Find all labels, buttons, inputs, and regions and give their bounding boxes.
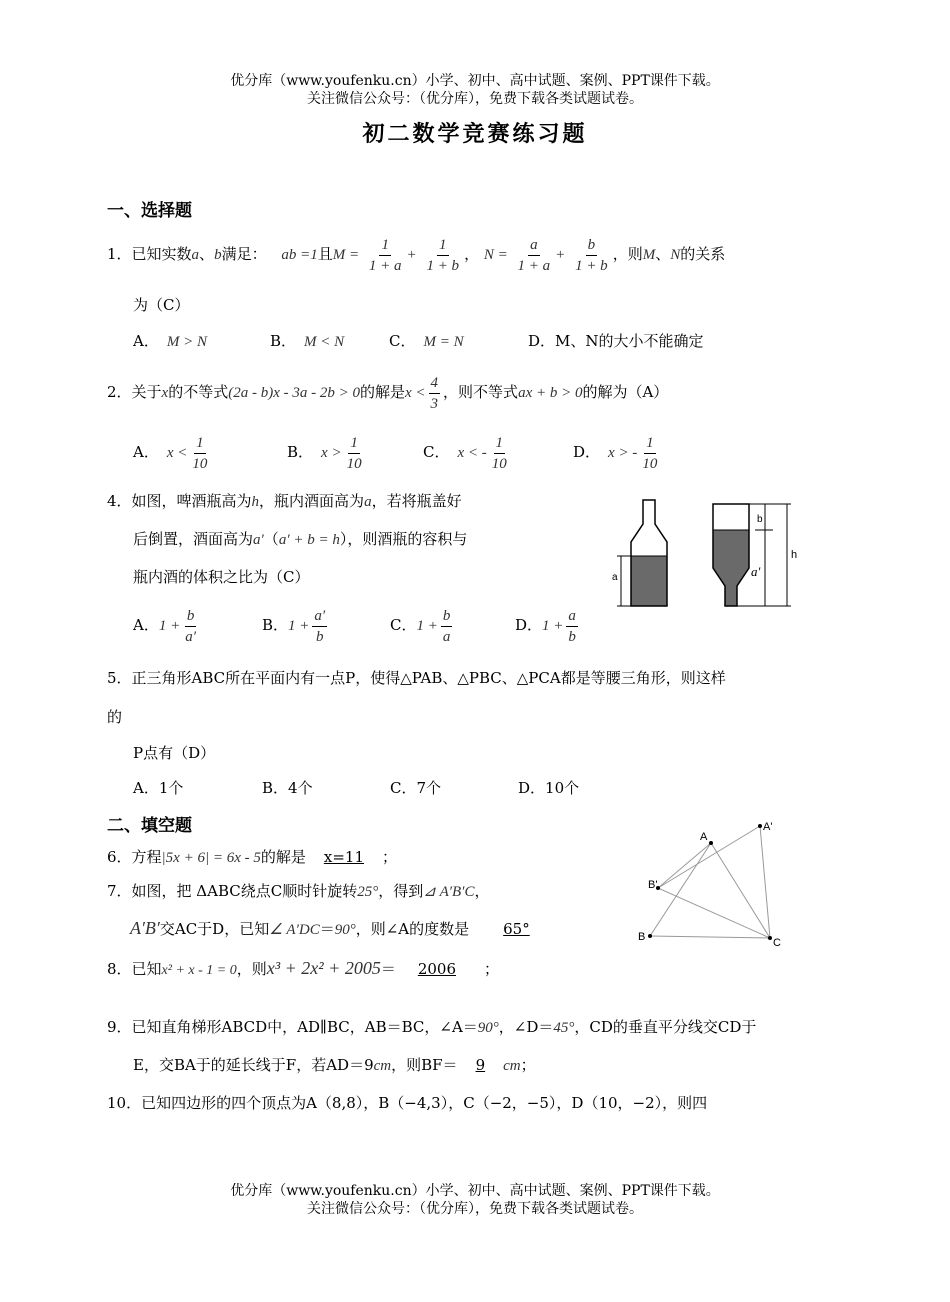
q2-option-c-frac bbox=[490, 433, 509, 474]
q9-angle-90: 90° bbox=[477, 1020, 499, 1036]
q1-var-N: N bbox=[670, 247, 681, 263]
q1-frac-3-den: 1 + a bbox=[517, 257, 551, 274]
q1-var-b: b bbox=[214, 247, 222, 263]
q2-option-a bbox=[133, 430, 212, 475]
q7-text-2: ，得到 bbox=[378, 882, 424, 900]
q4-option-b-frac bbox=[312, 606, 327, 647]
q1-frac-1-num: 1 bbox=[379, 235, 391, 256]
fig-label-B: B bbox=[638, 931, 646, 943]
q1-frac-4-num: b bbox=[586, 235, 598, 256]
q4-text-5: ），则酒瓶的容积与 bbox=[339, 530, 468, 548]
q8-answer: 2006 bbox=[417, 960, 457, 978]
q4-paren: （ bbox=[263, 530, 279, 548]
q2-frac bbox=[429, 373, 441, 414]
fig-point-A bbox=[709, 841, 713, 845]
question-8 bbox=[107, 958, 499, 979]
q9-text-4: E，交BA于的延长线于F，若AD＝9 bbox=[133, 1056, 374, 1074]
q2-option-d-expr: x > - bbox=[608, 445, 638, 461]
q4-relation: a′ + b = h bbox=[278, 532, 340, 548]
q4-option-d-den: b bbox=[568, 628, 576, 645]
q2-var-x: x bbox=[161, 385, 169, 401]
q1-frac-2 bbox=[424, 235, 461, 276]
question-10-line-1: 10．已知四边形的四个顶点为A（8,8），B（−4,3），C（−2，−5），D（10，−2），则四 bbox=[107, 1094, 708, 1112]
q9-answer: 9 bbox=[475, 1056, 486, 1074]
q1-answer-line: 为（C） bbox=[133, 296, 190, 314]
q5-option-a: A．1个 bbox=[133, 779, 184, 797]
q4-option-d-expr: 1 + bbox=[542, 618, 564, 634]
q6-end: ； bbox=[382, 848, 398, 866]
q4-option-c-label: C． bbox=[390, 616, 417, 634]
q1-frac-4 bbox=[573, 235, 610, 276]
q1-plus-1: + bbox=[406, 247, 417, 263]
q1-then: ，则 bbox=[612, 245, 643, 263]
q4-var-h: h bbox=[251, 494, 260, 510]
q8-equals: ＝ bbox=[380, 960, 396, 978]
q8-expression: x³ + 2x² + 2005 bbox=[266, 958, 381, 978]
q4-var-a: a bbox=[364, 494, 372, 510]
q1-comma: ， bbox=[464, 245, 480, 263]
q4-option-d-label: D． bbox=[515, 616, 543, 634]
q9-text-2: ，∠D＝ bbox=[498, 1018, 554, 1036]
q2-text-4: ，则不等式 bbox=[443, 383, 519, 401]
bottle-2-liquid-neck bbox=[713, 568, 749, 606]
fig-label-C: C bbox=[773, 937, 781, 949]
q2-option-b-label: B． bbox=[287, 443, 314, 461]
q8-condition: x² + x - 1 = 0 bbox=[161, 963, 237, 978]
fig-line-A-C bbox=[711, 843, 770, 938]
q1-option-c bbox=[389, 330, 464, 351]
q2-option-b-frac bbox=[345, 433, 364, 474]
question-4-line-3: 瓶内酒的体积之比为（C） bbox=[133, 568, 310, 586]
bottle-2-label-a-prime: a′ bbox=[751, 564, 761, 579]
q6-text-2: 的解是 bbox=[260, 848, 306, 866]
q1-M-eq: M = bbox=[332, 247, 360, 263]
q8-text: 8．已知 bbox=[107, 960, 162, 978]
q2-option-b-num: 1 bbox=[348, 433, 360, 454]
bottle-2-liquid-body bbox=[713, 530, 749, 568]
q4-option-b bbox=[262, 603, 330, 648]
q2-option-a-label: A． bbox=[133, 443, 159, 461]
q2-option-a-den: 10 bbox=[192, 455, 208, 472]
q1-sep-2: 、 bbox=[655, 245, 671, 263]
q4-option-a-frac bbox=[183, 606, 198, 647]
q4-text-3: ，若将瓶盖好 bbox=[371, 492, 462, 510]
q2-text-2: 的不等式 bbox=[168, 383, 229, 401]
q4-text-2: ，瓶内酒面高为 bbox=[259, 492, 365, 510]
question-2 bbox=[107, 370, 668, 415]
q1-frac-1-den: 1 + a bbox=[368, 257, 402, 274]
q7-angle-90: 90° bbox=[334, 922, 356, 938]
fig-line-A-Bp bbox=[658, 843, 711, 888]
header-line-2: 关注微信公众号：（优分库），免费下载各类试题试卷。 bbox=[307, 91, 643, 107]
q1-text: 1．已知实数 bbox=[107, 245, 192, 263]
q1-plus-2: + bbox=[555, 247, 566, 263]
question-7-line-1 bbox=[107, 880, 489, 901]
q2-option-d bbox=[573, 430, 662, 475]
q9-text-3: ，CD的垂直平分线交CD于 bbox=[574, 1018, 757, 1036]
q1-option-a-label: A． bbox=[133, 332, 159, 350]
q2-inequality-2: ax + b > 0 bbox=[518, 385, 583, 401]
q1-and: 且 bbox=[317, 245, 333, 263]
q9-unit: cm bbox=[373, 1058, 392, 1074]
q7-text: 7．如图，把 ΔABC绕点C顺时针旋转 bbox=[107, 882, 358, 900]
q7-answer: 65° bbox=[503, 920, 530, 938]
fig-label-A: A bbox=[700, 831, 708, 843]
q1-option-b-label: B． bbox=[270, 332, 297, 350]
q7-angle-25: 25° bbox=[357, 884, 379, 900]
fig-label-A-prime: A' bbox=[763, 821, 773, 833]
q4-option-c-expr: 1 + bbox=[416, 618, 438, 634]
q5-option-c: C．7个 bbox=[390, 779, 442, 797]
section-fill-heading: 二、填空题 bbox=[107, 816, 192, 836]
q4-option-a-num: b bbox=[185, 606, 197, 627]
q6-equation: |5x + 6| = 6x - 5 bbox=[161, 850, 261, 866]
footer-line-1: 优分库（www.youfenku.cn）小学、初中、高中试题、案例、PPT课件下载。 bbox=[230, 1183, 720, 1199]
q8-end: ； bbox=[484, 960, 500, 978]
q2-option-a-frac bbox=[190, 433, 209, 474]
q1-condition: ab =1 bbox=[281, 247, 318, 263]
q1-var-a: a bbox=[191, 247, 200, 263]
q2-option-b-den: 10 bbox=[346, 455, 362, 472]
q7-equals: ＝ bbox=[319, 920, 335, 938]
q2-inequality: (2a - b)x - 3a - 2b > 0 bbox=[228, 385, 360, 401]
q2-option-b bbox=[287, 430, 367, 475]
q9-text: 9．已知直角梯形ABCD中，AD∥BC，AB＝BC，∠A＝ bbox=[107, 1018, 478, 1036]
q1-frac-2-num: 1 bbox=[437, 235, 449, 256]
q1-option-d: D．M、N的大小不能确定 bbox=[528, 332, 704, 350]
q2-text: 2．关于 bbox=[107, 383, 162, 401]
question-5-line-1: 5．正三角形ABC所在平面内有一点P，使得△PAB、△PBC、△PCA都是等腰三角形，则这样 bbox=[107, 669, 726, 687]
q1-option-a bbox=[133, 330, 207, 351]
header-line-1: 优分库（www.youfenku.cn）小学、初中、高中试题、案例、PPT课件下载。 bbox=[230, 73, 720, 89]
q4-option-b-num: a′ bbox=[312, 606, 327, 627]
question-6 bbox=[107, 846, 397, 867]
q1-relation: 的关系 bbox=[680, 245, 726, 263]
q7-text-3: 交AC于D，已知 bbox=[159, 920, 270, 938]
q1-frac-4-den: 1 + b bbox=[575, 257, 608, 274]
q4-option-c-num: b bbox=[441, 606, 453, 627]
q4-var-a-prime: a′ bbox=[253, 532, 264, 548]
question-4-line-1 bbox=[107, 490, 462, 511]
q9-angle-45: 45° bbox=[553, 1020, 575, 1036]
q1-option-c-expr: M = N bbox=[423, 334, 464, 350]
question-4-line-2 bbox=[133, 528, 467, 549]
q6-answer: x=11 bbox=[323, 848, 364, 866]
bottle-2-label-b: b bbox=[757, 514, 763, 525]
bottle-1-liquid bbox=[631, 556, 667, 606]
fig-line-Bp-C bbox=[658, 888, 770, 938]
q8-text-2: ，则 bbox=[236, 960, 267, 978]
fig-line-B-C bbox=[650, 936, 770, 938]
q1-option-b-expr: M < N bbox=[304, 334, 345, 350]
q1-option-a-expr: M > N bbox=[166, 334, 207, 350]
q7-segment: A′B′ bbox=[130, 918, 160, 938]
q2-option-c-num: 1 bbox=[494, 433, 506, 454]
q2-option-d-den: 10 bbox=[642, 455, 658, 472]
q1-sep: 、 bbox=[199, 245, 215, 263]
q2-option-a-num: 1 bbox=[194, 433, 206, 454]
q4-option-d-num: a bbox=[566, 606, 578, 627]
q2-option-a-expr: x < bbox=[166, 445, 188, 461]
section-choice-heading: 一、选择题 bbox=[107, 201, 192, 221]
q1-N-eq: N = bbox=[483, 247, 508, 263]
q1-frac-2-den: 1 + b bbox=[426, 257, 460, 274]
q9-text-5: ，则BF＝ bbox=[391, 1056, 458, 1074]
rotation-figure bbox=[640, 816, 800, 952]
q1-option-b bbox=[270, 330, 344, 351]
q2-frac-den: 3 bbox=[430, 395, 439, 412]
q2-option-b-expr: x > bbox=[321, 445, 342, 461]
fig-label-B-prime: B' bbox=[648, 879, 658, 891]
question-5-line-2: 的 bbox=[107, 708, 123, 726]
q5-option-d: D．10个 bbox=[518, 779, 580, 797]
page-title: 初二数学竞赛练习题 bbox=[362, 121, 588, 147]
question-5-line-3: P点有（D） bbox=[133, 744, 216, 762]
q1-option-c-label: C． bbox=[389, 332, 416, 350]
q2-frac-num: 4 bbox=[429, 373, 441, 394]
q4-option-a-label: A． bbox=[133, 616, 159, 634]
q4-option-a-den: a′ bbox=[185, 628, 196, 645]
q4-option-a-expr: 1 + bbox=[158, 618, 181, 634]
fig-point-C bbox=[768, 936, 772, 940]
question-1 bbox=[107, 232, 725, 277]
q2-solution: x < bbox=[405, 385, 426, 401]
q7-angle-adc: ∠ A′DC bbox=[269, 922, 320, 938]
q1-frac-3 bbox=[516, 235, 553, 276]
q5-option-b: B．4个 bbox=[262, 779, 313, 797]
q1-text-2: 满足： bbox=[221, 245, 267, 263]
q4-option-d-frac bbox=[566, 606, 578, 647]
q9-end: ； bbox=[520, 1056, 536, 1074]
q4-option-b-expr: 1 + bbox=[288, 618, 310, 634]
q4-option-d bbox=[515, 603, 581, 648]
q1-frac-3-num: a bbox=[528, 235, 540, 256]
q4-text-4: 后倒置，酒面高为 bbox=[133, 530, 254, 548]
q4-text: 4．如图，啤酒瓶高为 bbox=[107, 492, 252, 510]
q2-option-d-num: 1 bbox=[644, 433, 656, 454]
q4-option-a bbox=[133, 603, 201, 648]
question-9-line-1 bbox=[107, 1016, 756, 1037]
footer-line-2: 关注微信公众号：（优分库），免费下载各类试题试卷。 bbox=[307, 1201, 643, 1217]
q4-option-b-label: B． bbox=[262, 616, 289, 634]
bottle-2-label-h: h bbox=[791, 549, 798, 561]
q2-option-d-frac bbox=[640, 433, 659, 474]
q4-option-c-den: a bbox=[442, 628, 451, 645]
q7-comma: ， bbox=[474, 882, 490, 900]
fig-point-A-prime bbox=[758, 824, 762, 828]
q7-text-4: ，则∠A的度数是 bbox=[355, 920, 470, 938]
q4-option-b-den: b bbox=[316, 628, 324, 645]
question-7-line-2 bbox=[130, 918, 544, 939]
q6-text: 6．方程 bbox=[107, 848, 162, 866]
q4-option-c bbox=[390, 603, 455, 648]
q2-option-c bbox=[423, 430, 512, 475]
fig-line-Ap-C bbox=[760, 826, 770, 938]
q1-frac-1 bbox=[367, 235, 404, 276]
q2-answer: 的解为（A） bbox=[582, 383, 669, 401]
q2-option-c-expr: x < - bbox=[457, 445, 487, 461]
q2-option-c-den: 10 bbox=[491, 455, 507, 472]
q2-option-c-label: C． bbox=[423, 443, 450, 461]
q2-text-3: 的解是 bbox=[360, 383, 406, 401]
q9-unit-2: cm bbox=[503, 1058, 521, 1074]
q4-option-c-frac bbox=[441, 606, 453, 647]
beer-bottle-figure bbox=[605, 496, 815, 612]
bottle-1-label-a: a bbox=[612, 572, 618, 583]
q1-var-M: M bbox=[642, 247, 656, 263]
fig-line-Ap-Bp bbox=[658, 826, 760, 888]
q2-option-d-label: D． bbox=[573, 443, 601, 461]
fig-point-B bbox=[648, 934, 652, 938]
question-9-line-2 bbox=[133, 1054, 536, 1075]
q7-triangle: ⊿ A′B′C bbox=[423, 884, 475, 900]
